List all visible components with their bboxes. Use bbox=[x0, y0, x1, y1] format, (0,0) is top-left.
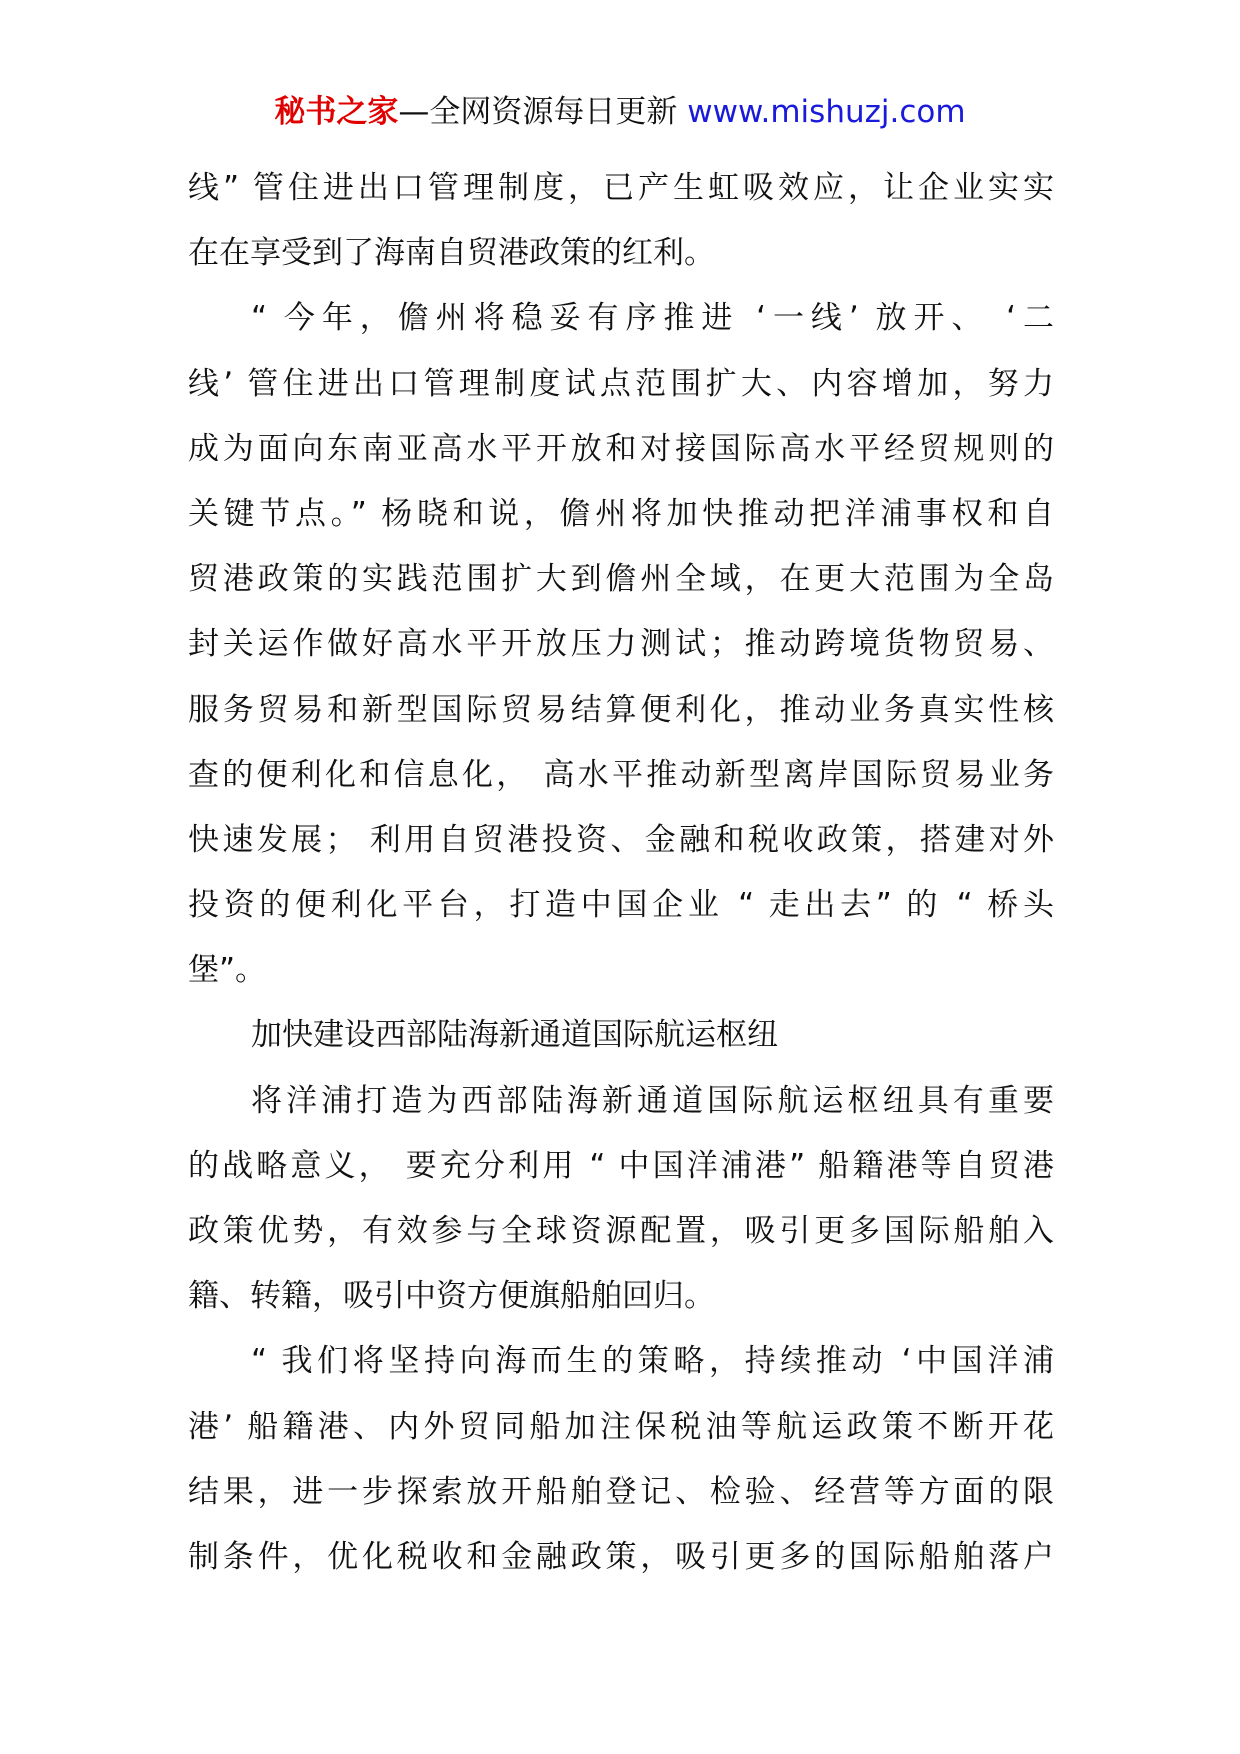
text-line: “ 我们将坚持向海而生的策略，持续推动 ‘中国洋浦 bbox=[251, 1343, 1054, 1380]
text-line: 线’ 管住进出口管理制度试点范围扩大、内容增加，努力 bbox=[188, 365, 1054, 402]
text-line: 关键节点。” 杨晓和说，儋州将加快推动把洋浦事权和自 bbox=[188, 495, 1054, 532]
text-line: 成为面向东南亚高水平开放和对接国际高水平经贸规则的 bbox=[188, 430, 1054, 467]
text-line: 制条件，优化税收和金融政策，吸引更多的国际船舶落户 bbox=[188, 1538, 1054, 1575]
text-line: 在在享受到了海南自贸港政策的红利。 bbox=[188, 235, 715, 272]
text-line: 线” 管住进出口管理制度，已产生虹吸效应，让企业实实 bbox=[188, 170, 1054, 206]
text-line: 政策优势，有效参与全球资源配置，吸引更多国际船舶入 bbox=[188, 1213, 1054, 1249]
text-line: 快速发展； 利用自贸港投资、金融和税收政策，搭建对外 bbox=[188, 821, 1054, 858]
text-line: 服务贸易和新型国际贸易结算便利化，推动业务真实性核 bbox=[188, 691, 1054, 728]
text-line: “ 今年，儋州将稳妥有序推进 ‘一线’ 放开、 ‘二 bbox=[251, 300, 1054, 337]
header-url-link[interactable]: www.mishuzj.com bbox=[687, 94, 966, 130]
text-line: 查的便利化和信息化， 高水平推动新型离岸国际贸易业务 bbox=[188, 756, 1054, 793]
text-line: 港’ 船籍港、内外贸同船加注保税油等航运政策不断开花 bbox=[188, 1408, 1054, 1445]
page-header bbox=[0, 92, 1240, 132]
text-line: 结果，进一步探索放开船舶登记、检验、经营等方面的限 bbox=[188, 1473, 1054, 1510]
text-line: 加快建设西部陆海新通道国际航运枢纽 bbox=[251, 1017, 778, 1054]
text-line: 将洋浦打造为西部陆海新通道国际航运枢纽具有重要 bbox=[251, 1082, 1054, 1119]
header-brand: 秘书之家 bbox=[274, 94, 399, 130]
text-line: 贸港政策的实践范围扩大到儋州全域，在更大范围为全岛 bbox=[188, 561, 1054, 598]
text-line: 投资的便利化平台，打造中国企业 “ 走出去” 的 “ 桥头 bbox=[188, 887, 1054, 924]
text-line: 封关运作做好高水平开放压力测试；推动跨境货物贸易、 bbox=[188, 626, 1054, 663]
header-tagline: —全网资源每日更新 bbox=[398, 94, 678, 130]
text-line: 堡”。 bbox=[188, 952, 267, 989]
text-line: 的战略意义， 要充分利用 “ 中国洋浦港” 船籍港等自贸港 bbox=[188, 1147, 1054, 1184]
text-line: 籍、转籍，吸引中资方便旗船舶回归。 bbox=[188, 1278, 715, 1315]
document-body bbox=[188, 163, 1054, 1597]
